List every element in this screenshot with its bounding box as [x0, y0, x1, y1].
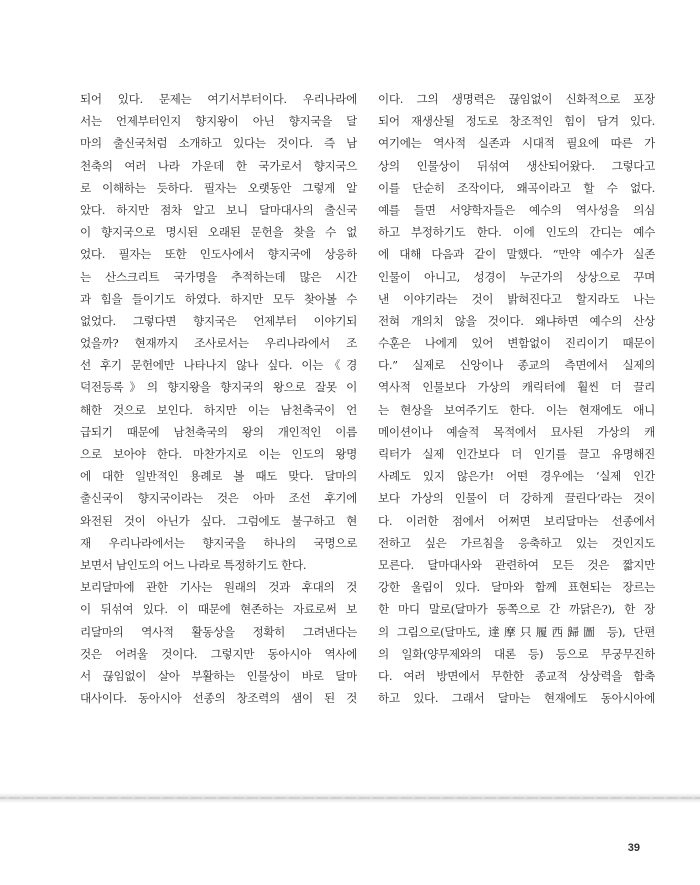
text-line: 에 대해 다음과 같이 말했다. “만약 예수가 실존: [378, 247, 655, 262]
text-line: 상의 인물상이 뒤섞여 생산되어왔다. 그렇다고: [378, 158, 655, 173]
text-line: 천축의 여러 나라 가운데 한 국가로서 향지국으: [80, 158, 357, 173]
text-line: 이 향지국으로 명시된 오래된 문헌을 찾을 수 없: [80, 225, 357, 240]
text-line: 인물이 아니고, 성경이 누군가의 상상으로 꾸며: [378, 269, 655, 284]
text-line: 의 일화(양무제와의 대론 등) 등으로 무궁무진하: [378, 646, 655, 661]
text-line: 이 뒤섞여 있다. 이 때문에 현존하는 자료로써 보: [80, 602, 357, 617]
text-line: 보리달마에 관한 기사는 원래의 것과 후대의 것: [80, 580, 357, 595]
page-number: 39: [627, 842, 640, 854]
text-line: 강한 울림이 있다. 달마와 함께 표현되는 장르는: [378, 580, 655, 595]
text-line: 서는 언제부터인지 향지왕이 아닌 향지국을 달: [80, 114, 357, 129]
text-line: 한 마디 말로(달마가 동쪽으로 간 까닭은?), 한 장: [378, 602, 655, 617]
text-line: 역사적 인물보다 가상의 캐릭터에 훨씬 더 끌리: [378, 380, 655, 395]
text-line: 에 대한 일반적인 용례로 볼 때도 맞다. 달마의: [80, 469, 357, 484]
text-line: 릭터가 실제 인간보다 더 인기를 끌고 유명해진: [378, 447, 655, 461]
text-line: 이다. 그의 생명력은 끊임없이 신화적으로 포장: [378, 92, 655, 106]
text-line: 는 현상을 보여주기도 한다. 이는 현재에도 애니: [378, 402, 655, 417]
text-line: 과 힘을 들이기도 하였다. 하지만 모두 찾아볼 수: [80, 291, 357, 306]
text-line: 없었다. 그렇다면 향지국은 언제부터 이야기되: [80, 313, 357, 328]
text-line: 이를 단순히 조작이다, 왜곡이라고 할 수 없다.: [378, 180, 655, 195]
text-line: 낸 이야기라는 것이 밝혀진다고 할지라도 나는: [378, 291, 655, 306]
text-line: 와전된 것이 아닌가 싶다. 그럼에도 불구하고 현: [80, 513, 357, 528]
right-text-column: [378, 88, 655, 709]
text-line: 보다 가상의 인물이 더 강하게 끌린다’라는 것이: [378, 491, 655, 506]
text-line: 었을까? 현재까지 조사로서는 우리나라에서 조: [80, 336, 357, 351]
text-line: 여기에는 역사적 실존과 시대적 필요에 따른 가: [378, 136, 655, 151]
text-line: 하고 부정하기도 한다. 이에 인도의 간디는 예수: [378, 225, 655, 240]
left-text-column: [80, 88, 357, 709]
text-line: 모른다. 달마대사와 관련하여 모든 것은 짧지만: [378, 557, 655, 572]
text-line: 급되기 때문에 남천축국의 왕의 개인적인 이름: [80, 424, 357, 439]
text-line: 해한 것으로 보인다. 하지만 이는 남천축국이 언: [80, 402, 357, 417]
text-line: 수훈은 나에게 있어 변함없이 진리이기 때문이: [378, 336, 655, 351]
text-line: 다. 이러한 점에서 어쩌면 보리달마는 선종에서: [378, 513, 655, 528]
text-line: 출신국이 향지국이라는 것은 아마 조선 후기에: [80, 491, 357, 506]
text-line: 대사이다. 동아시아 선종의 창조력의 샘이 된 것: [80, 691, 357, 706]
text-line: 덕전등록》의 향지왕을 향지국의 왕으로 잘못 이: [80, 380, 357, 395]
text-line: 리달마의 역사적 활동상을 정확히 그려낸다는: [80, 624, 357, 639]
text-line: 예를 들면 서양학자들은 예수의 역사성을 의심: [378, 202, 655, 217]
text-line: 으로 보아야 한다. 마찬가지로 이는 인도의 왕명: [80, 447, 357, 461]
text-line: 것은 어려울 것이다. 그렇지만 동아시아 역사에: [80, 646, 357, 661]
text-line: 로 이해하는 듯하다. 필자는 오랫동안 그렇게 알: [80, 180, 357, 195]
text-line: 는 산스크리트 국가명을 추적하는데 많은 시간: [80, 269, 357, 284]
text-line: 서 끊임없이 살아 부활하는 인물상이 바로 달마: [80, 668, 357, 683]
text-line: 었다. 필자는 또한 인도사에서 향지국에 상응하: [80, 247, 357, 262]
text-line: 다.” 실제로 신앙이나 종교의 측면에서 실제의: [378, 358, 655, 373]
text-line: 되어 있다. 문제는 여기서부터이다. 우리나라에: [80, 92, 357, 106]
text-line: 메이션이나 예술적 목적에서 묘사된 가상의 캐: [378, 424, 655, 439]
text-line: 선 후기 문헌에만 나타나지 않나 싶다. 이는《경: [80, 358, 357, 373]
text-line: 다. 여러 방면에서 무한한 종교적 상상력을 함축: [378, 668, 655, 683]
text-line: 전하고 싶은 가르침을 응축하고 있는 것인지도: [378, 535, 655, 550]
text-line: 재 우리나라에서는 향지국을 하나의 국명으로: [80, 535, 357, 550]
footer-divider: [0, 793, 700, 803]
text-line: 았다. 하지만 점차 알고 보니 달마대사의 출신국: [80, 202, 357, 217]
text-line: 사례도 있지 않은가! 어떤 경우에는 ‘실제 인간: [378, 469, 655, 484]
text-line: 의 그림으로(달마도, 達摩只履西歸圖 등), 단편: [378, 624, 655, 639]
text-line: 보면서 남인도의 어느 나라로 특정하기도 한다.: [80, 557, 307, 572]
text-line: 하고 있다. 그래서 달마는 현재에도 동아시아에: [378, 691, 655, 706]
text-line: 전혀 개의치 않을 것이다. 왜냐하면 예수의 산상: [378, 313, 655, 328]
text-line: 마의 출신국처럼 소개하고 있다는 것이다. 즉 남: [80, 136, 357, 151]
text-line: 되어 재생산될 정도로 창조적인 힘이 담겨 있다.: [378, 114, 655, 129]
